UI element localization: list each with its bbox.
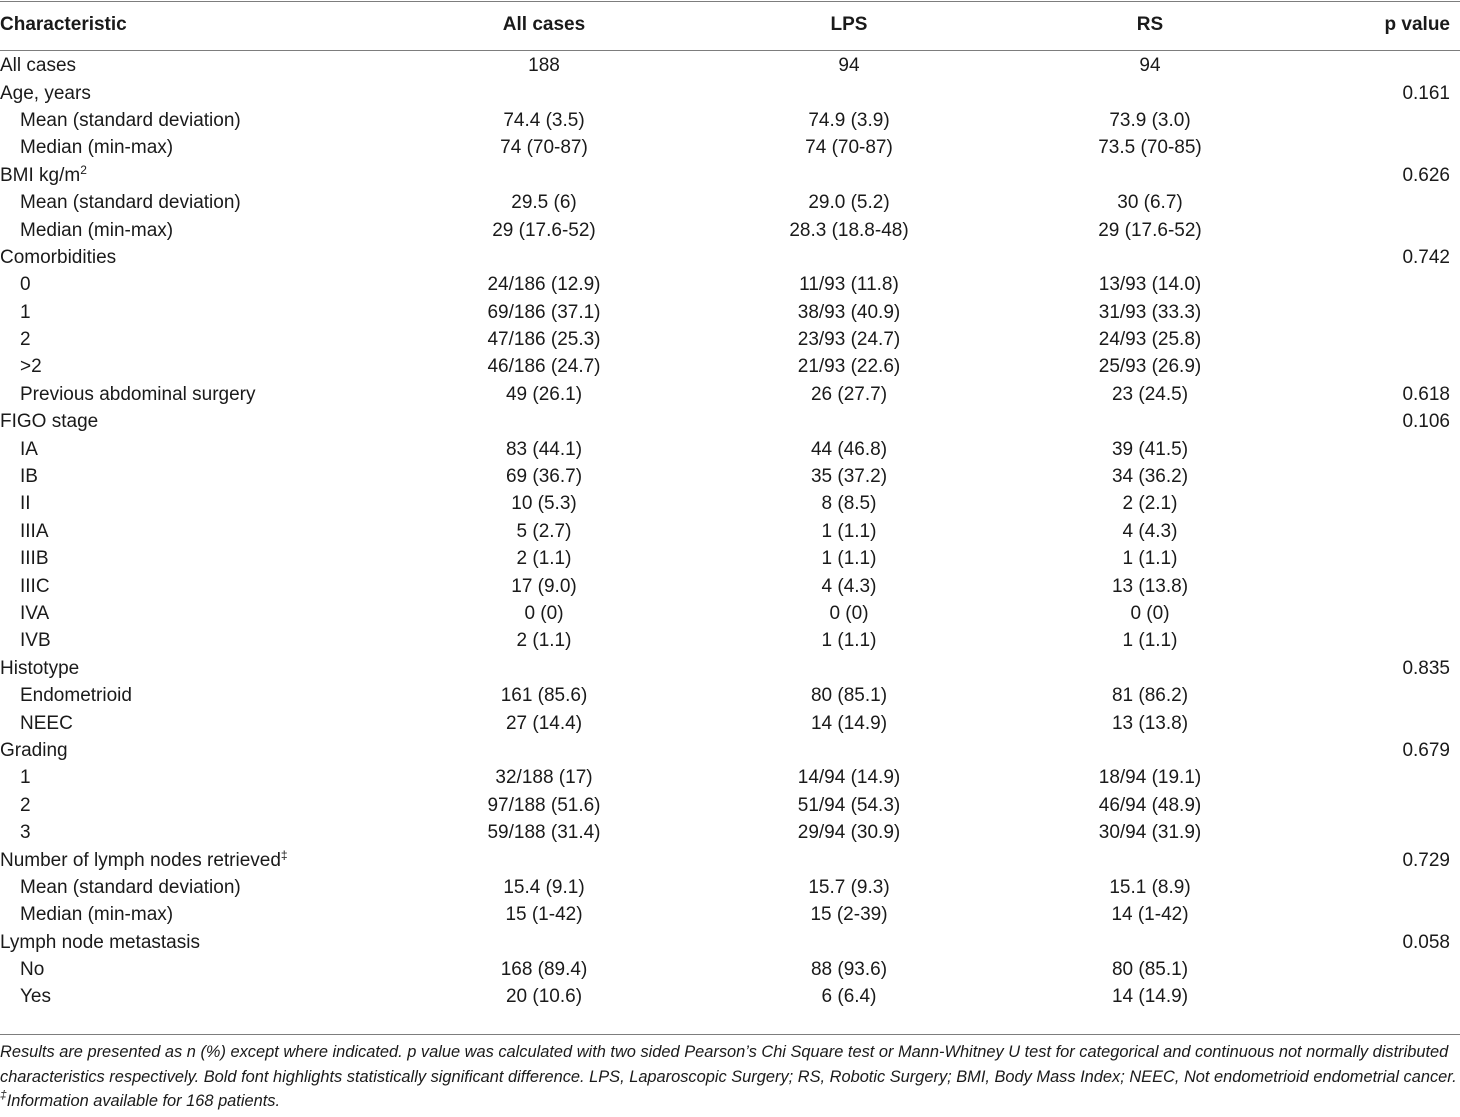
row-label bbox=[0, 408, 390, 435]
cell-rs: 30 (6.7) bbox=[1117, 192, 1183, 214]
cell-rs: 14 (1-42) bbox=[1111, 904, 1189, 926]
header-p-value: p value bbox=[1384, 14, 1450, 35]
cell-p-value bbox=[1300, 299, 1460, 326]
table-row bbox=[0, 490, 1460, 517]
row-label bbox=[0, 107, 390, 134]
cell-all-cases: 188 bbox=[528, 55, 560, 77]
cell-p-value bbox=[1300, 901, 1460, 928]
cell-all-cases: 20 (10.6) bbox=[505, 986, 583, 1008]
cell-rs: 73.9 (3.0) bbox=[1109, 109, 1191, 131]
cell-p-value bbox=[1300, 572, 1460, 599]
cell-p-value: 0.626 bbox=[1402, 164, 1450, 186]
cell-lps bbox=[698, 162, 1000, 189]
cell-lps: 1 (1.1) bbox=[821, 548, 877, 570]
row-label bbox=[0, 956, 390, 983]
footnote-dagger: ‡ bbox=[0, 1088, 7, 1102]
cell-all-cases bbox=[390, 737, 698, 764]
row-label bbox=[0, 901, 390, 928]
cell-p-value: 0.058 bbox=[1402, 931, 1450, 953]
cell-lps bbox=[698, 244, 1000, 271]
row-label-text: BMI kg/m bbox=[0, 164, 81, 186]
row-label bbox=[0, 709, 390, 736]
cell-lps: 6 (6.4) bbox=[821, 986, 877, 1008]
cell-rs: 34 (36.2) bbox=[1111, 466, 1189, 488]
cell-rs: 23 (24.5) bbox=[1111, 383, 1189, 405]
cell-lps: 14 (14.9) bbox=[810, 712, 888, 734]
row-label bbox=[0, 572, 390, 599]
cell-rs: 13 (13.8) bbox=[1111, 712, 1189, 734]
row-label-text: 3 bbox=[20, 822, 31, 844]
cell-all-cases: 74.4 (3.5) bbox=[503, 109, 585, 131]
cell-lps: 0 (0) bbox=[829, 603, 869, 624]
cell-all-cases: 29 (17.6-52) bbox=[492, 219, 596, 241]
row-label-text: All cases bbox=[0, 55, 77, 77]
cell-p-value bbox=[1300, 956, 1460, 983]
row-label-text: 1 bbox=[20, 301, 31, 323]
cell-all-cases: 32/188 (17) bbox=[495, 767, 593, 789]
table-row bbox=[0, 956, 1460, 983]
row-label bbox=[0, 737, 390, 764]
cell-rs: 14 (14.9) bbox=[1111, 986, 1189, 1008]
row-label-text: NEEC bbox=[20, 712, 73, 734]
row-label-text: Median (min-max) bbox=[20, 137, 174, 159]
row-label bbox=[0, 518, 390, 545]
cell-all-cases: 2 (1.1) bbox=[516, 548, 572, 570]
cell-all-cases: 47/186 (25.3) bbox=[487, 329, 601, 351]
cell-p-value bbox=[1300, 874, 1460, 901]
cell-rs: 39 (41.5) bbox=[1111, 438, 1189, 460]
row-label-text: Mean (standard deviation) bbox=[20, 876, 241, 898]
cell-p-value bbox=[1300, 216, 1460, 243]
cell-p-value bbox=[1300, 271, 1460, 298]
cell-p-value bbox=[1300, 627, 1460, 654]
cell-rs: 13/93 (14.0) bbox=[1098, 274, 1202, 296]
row-label-text: Median (min-max) bbox=[20, 904, 174, 926]
row-label bbox=[0, 353, 390, 380]
cell-rs bbox=[1000, 655, 1300, 682]
table-row bbox=[0, 52, 1460, 79]
cell-lps: 44 (46.8) bbox=[810, 438, 888, 460]
table-row bbox=[0, 408, 1460, 435]
footnote-dagger-text: Information available for 168 patients. bbox=[6, 1092, 281, 1110]
table-body bbox=[0, 52, 1460, 1011]
table-row bbox=[0, 271, 1460, 298]
cell-p-value bbox=[1300, 52, 1460, 79]
row-label-text: Mean (standard deviation) bbox=[20, 109, 241, 131]
row-label bbox=[0, 162, 390, 189]
table-row bbox=[0, 216, 1460, 243]
cell-rs: 25/93 (26.9) bbox=[1098, 356, 1202, 378]
cell-all-cases: 97/188 (51.6) bbox=[487, 794, 601, 816]
table-row bbox=[0, 709, 1460, 736]
cell-p-value: 0.618 bbox=[1402, 383, 1450, 405]
cell-all-cases bbox=[390, 244, 698, 271]
cell-p-value: 0.835 bbox=[1402, 657, 1450, 679]
cell-rs: 2 (2.1) bbox=[1122, 493, 1178, 515]
table-row bbox=[0, 545, 1460, 572]
table-row bbox=[0, 792, 1460, 819]
row-label-text: Number of lymph nodes retrieved bbox=[0, 849, 281, 871]
row-label bbox=[0, 244, 390, 271]
cell-rs: 18/94 (19.1) bbox=[1098, 767, 1202, 789]
cell-rs bbox=[1000, 846, 1300, 873]
cell-p-value bbox=[1300, 463, 1460, 490]
table-row bbox=[0, 983, 1460, 1010]
cell-p-value bbox=[1300, 353, 1460, 380]
header-characteristic: Characteristic bbox=[0, 14, 127, 35]
cell-all-cases: 49 (26.1) bbox=[505, 383, 583, 405]
cell-rs: 81 (86.2) bbox=[1111, 685, 1189, 707]
table-row bbox=[0, 353, 1460, 380]
cell-lps: 11/93 (11.8) bbox=[799, 274, 899, 296]
cell-p-value bbox=[1300, 545, 1460, 572]
cell-all-cases: 69 (36.7) bbox=[505, 466, 583, 488]
cell-rs: 1 (1.1) bbox=[1122, 630, 1178, 652]
row-label-text: Age, years bbox=[0, 82, 91, 104]
cell-rs: 94 bbox=[1139, 55, 1161, 77]
cell-lps: 94 bbox=[838, 55, 860, 77]
table-row bbox=[0, 572, 1460, 599]
cell-all-cases: 83 (44.1) bbox=[505, 438, 583, 460]
table-row bbox=[0, 134, 1460, 161]
row-label bbox=[0, 600, 390, 627]
row-label bbox=[0, 299, 390, 326]
header-rs: RS bbox=[1136, 14, 1164, 35]
row-label-text: Mean (standard deviation) bbox=[20, 192, 241, 214]
cell-all-cases: 27 (14.4) bbox=[505, 712, 583, 734]
cell-all-cases: 17 (9.0) bbox=[511, 575, 577, 597]
cell-p-value bbox=[1300, 764, 1460, 791]
row-label bbox=[0, 435, 390, 462]
cell-all-cases: 29.5 (6) bbox=[511, 192, 577, 214]
cell-lps: 1 (1.1) bbox=[821, 630, 877, 652]
cell-all-cases bbox=[390, 79, 698, 106]
table-row bbox=[0, 627, 1460, 654]
row-label-text: 1 bbox=[20, 767, 31, 789]
cell-p-value: 0.729 bbox=[1402, 849, 1450, 871]
row-label bbox=[0, 983, 390, 1010]
cell-p-value: 0.742 bbox=[1402, 246, 1450, 268]
cell-rs: 46/94 (48.9) bbox=[1098, 794, 1202, 816]
cell-all-cases: 15 (1-42) bbox=[505, 904, 583, 926]
row-label bbox=[0, 929, 390, 956]
cell-lps: 28.3 (18.8-48) bbox=[789, 219, 909, 241]
cell-p-value bbox=[1300, 983, 1460, 1010]
row-label-text: 2 bbox=[20, 794, 31, 816]
cell-p-value: 0.161 bbox=[1402, 82, 1450, 104]
cell-lps: 1 (1.1) bbox=[821, 520, 877, 542]
cell-lps: 26 (27.7) bbox=[810, 383, 888, 405]
table-row bbox=[0, 107, 1460, 134]
table-row bbox=[0, 901, 1460, 928]
cell-lps bbox=[698, 846, 1000, 873]
table-row bbox=[0, 381, 1460, 408]
table-row bbox=[0, 189, 1460, 216]
cell-all-cases bbox=[390, 929, 698, 956]
row-label bbox=[0, 874, 390, 901]
row-label-text: Yes bbox=[20, 986, 51, 1008]
cell-rs bbox=[1000, 929, 1300, 956]
cell-rs: 13 (13.8) bbox=[1111, 575, 1189, 597]
cell-p-value bbox=[1300, 435, 1460, 462]
table-row bbox=[0, 518, 1460, 545]
cell-lps: 74 (70-87) bbox=[805, 137, 893, 159]
row-label-superscript: 2 bbox=[80, 162, 87, 177]
table-row bbox=[0, 682, 1460, 709]
cell-lps bbox=[698, 655, 1000, 682]
cell-p-value bbox=[1300, 490, 1460, 517]
cell-rs bbox=[1000, 162, 1300, 189]
cell-rs: 73.5 (70-85) bbox=[1098, 137, 1202, 159]
row-label bbox=[0, 819, 390, 846]
row-label bbox=[0, 655, 390, 682]
row-label bbox=[0, 490, 390, 517]
row-label bbox=[0, 216, 390, 243]
row-label-text: 0 bbox=[20, 274, 31, 296]
footnote-main: Results are presented as n (%) except where indicated. p value was calculated with two sided Pearson’s Chi Square test or Mann-Whitney U test for categorical and continuous not normally distributed characteristics respectively. Bold font highlights statistically significant difference. LPS, Laparoscopic Surgery; RS, Robotic Surgery; BMI, Body Mass Index; NEEC, Not endometrioid endometrial cancer. bbox=[0, 1043, 1457, 1086]
table-footnote bbox=[0, 1040, 1460, 1114]
row-label-text: 2 bbox=[20, 329, 31, 351]
cell-rs: 1 (1.1) bbox=[1122, 548, 1178, 570]
cell-rs: 31/93 (33.3) bbox=[1098, 301, 1202, 323]
cell-lps: 74.9 (3.9) bbox=[808, 109, 890, 131]
cell-p-value bbox=[1300, 518, 1460, 545]
table-row bbox=[0, 819, 1460, 846]
cell-lps: 51/94 (54.3) bbox=[797, 794, 901, 816]
table-row bbox=[0, 929, 1460, 956]
cell-lps: 80 (85.1) bbox=[810, 685, 888, 707]
cell-all-cases: 168 (89.4) bbox=[500, 959, 588, 981]
cell-all-cases: 0 (0) bbox=[524, 603, 564, 624]
table-row bbox=[0, 299, 1460, 326]
row-label-text: Median (min-max) bbox=[20, 219, 174, 241]
cell-rs: 4 (4.3) bbox=[1122, 520, 1178, 542]
cell-lps: 4 (4.3) bbox=[821, 575, 877, 597]
row-label bbox=[0, 326, 390, 353]
row-label-text: IVB bbox=[20, 630, 51, 652]
row-label bbox=[0, 792, 390, 819]
cell-lps: 29.0 (5.2) bbox=[808, 192, 890, 214]
cell-all-cases bbox=[390, 162, 698, 189]
table-row bbox=[0, 737, 1460, 764]
table-row bbox=[0, 600, 1460, 627]
cell-rs: 15.1 (8.9) bbox=[1109, 876, 1191, 898]
cell-p-value bbox=[1300, 819, 1460, 846]
table-header-row bbox=[0, 0, 1460, 52]
cell-rs bbox=[1000, 737, 1300, 764]
table-row bbox=[0, 326, 1460, 353]
cell-p-value bbox=[1300, 600, 1460, 627]
cell-all-cases: 5 (2.7) bbox=[516, 520, 572, 542]
cell-all-cases bbox=[390, 408, 698, 435]
row-label-text: IVA bbox=[20, 603, 50, 624]
cell-lps: 35 (37.2) bbox=[810, 466, 888, 488]
cell-lps: 8 (8.5) bbox=[821, 493, 877, 515]
table-row bbox=[0, 874, 1460, 901]
row-label bbox=[0, 627, 390, 654]
cell-p-value bbox=[1300, 682, 1460, 709]
cell-rs: 24/93 (25.8) bbox=[1098, 329, 1202, 351]
cell-p-value bbox=[1300, 709, 1460, 736]
row-label bbox=[0, 52, 390, 79]
cell-lps bbox=[698, 737, 1000, 764]
cell-lps: 29/94 (30.9) bbox=[797, 822, 901, 844]
cell-all-cases: 59/188 (31.4) bbox=[487, 822, 601, 844]
row-label bbox=[0, 846, 390, 873]
row-label bbox=[0, 134, 390, 161]
cell-lps: 38/93 (40.9) bbox=[797, 301, 901, 323]
row-label bbox=[0, 463, 390, 490]
cell-rs: 0 (0) bbox=[1130, 603, 1170, 624]
cell-lps bbox=[698, 79, 1000, 106]
table-row bbox=[0, 463, 1460, 490]
cell-rs bbox=[1000, 408, 1300, 435]
cell-lps bbox=[698, 408, 1000, 435]
cell-p-value bbox=[1300, 107, 1460, 134]
row-label-text: Histotype bbox=[0, 657, 80, 679]
cell-p-value bbox=[1300, 326, 1460, 353]
cell-p-value: 0.106 bbox=[1402, 411, 1450, 433]
row-label-superscript: ‡ bbox=[280, 847, 288, 862]
cell-all-cases: 46/186 (24.7) bbox=[487, 356, 601, 378]
row-label-text: Previous abdominal surgery bbox=[20, 383, 256, 405]
row-label-text: >2 bbox=[20, 356, 42, 378]
cell-p-value bbox=[1300, 792, 1460, 819]
cell-p-value bbox=[1300, 134, 1460, 161]
row-label-text: Comorbidities bbox=[0, 246, 117, 268]
table-row bbox=[0, 655, 1460, 682]
row-label-text: IB bbox=[20, 466, 38, 488]
cell-all-cases: 74 (70-87) bbox=[500, 137, 588, 159]
cell-rs: 29 (17.6-52) bbox=[1098, 219, 1202, 241]
cell-rs: 30/94 (31.9) bbox=[1098, 822, 1202, 844]
row-label bbox=[0, 764, 390, 791]
cell-all-cases: 69/186 (37.1) bbox=[487, 301, 601, 323]
cell-lps bbox=[698, 929, 1000, 956]
row-label bbox=[0, 271, 390, 298]
row-label-text: IA bbox=[20, 438, 38, 460]
table-bottom-rule bbox=[0, 1034, 1460, 1035]
row-label-text: Grading bbox=[0, 739, 68, 761]
row-label-text: IIIC bbox=[20, 575, 50, 597]
cell-lps: 88 (93.6) bbox=[810, 959, 888, 981]
cell-all-cases bbox=[390, 846, 698, 873]
cell-rs bbox=[1000, 244, 1300, 271]
cell-lps: 23/93 (24.7) bbox=[797, 329, 901, 351]
cell-p-value bbox=[1300, 189, 1460, 216]
cell-all-cases: 161 (85.6) bbox=[500, 685, 588, 707]
cell-all-cases: 24/186 (12.9) bbox=[487, 274, 601, 296]
header-all-cases: All cases bbox=[502, 14, 586, 35]
cell-rs bbox=[1000, 79, 1300, 106]
row-label-text: II bbox=[20, 493, 31, 515]
header-lps: LPS bbox=[830, 14, 868, 35]
table-row bbox=[0, 764, 1460, 791]
row-label bbox=[0, 381, 390, 408]
row-label-text: FIGO stage bbox=[0, 411, 99, 433]
cell-lps: 21/93 (22.6) bbox=[797, 356, 901, 378]
table-row bbox=[0, 79, 1460, 106]
row-label-text: Lymph node metastasis bbox=[0, 931, 200, 953]
row-label bbox=[0, 682, 390, 709]
cell-all-cases: 10 (5.3) bbox=[511, 493, 577, 515]
row-label-text: Endometrioid bbox=[20, 685, 132, 707]
row-label bbox=[0, 189, 390, 216]
cell-all-cases bbox=[390, 655, 698, 682]
table-row bbox=[0, 846, 1460, 873]
cell-all-cases: 15.4 (9.1) bbox=[503, 876, 585, 898]
cell-lps: 15.7 (9.3) bbox=[808, 876, 890, 898]
cell-lps: 14/94 (14.9) bbox=[797, 767, 901, 789]
table-row bbox=[0, 435, 1460, 462]
cell-rs: 80 (85.1) bbox=[1111, 959, 1189, 981]
cell-all-cases: 2 (1.1) bbox=[516, 630, 572, 652]
row-label bbox=[0, 79, 390, 106]
table-row bbox=[0, 162, 1460, 189]
cell-lps: 15 (2-39) bbox=[810, 904, 888, 926]
table-row bbox=[0, 244, 1460, 271]
cell-p-value: 0.679 bbox=[1402, 739, 1450, 761]
row-label bbox=[0, 545, 390, 572]
row-label-text: No bbox=[20, 959, 45, 981]
row-label-text: IIIA bbox=[20, 520, 49, 542]
row-label-text: IIIB bbox=[20, 548, 49, 570]
